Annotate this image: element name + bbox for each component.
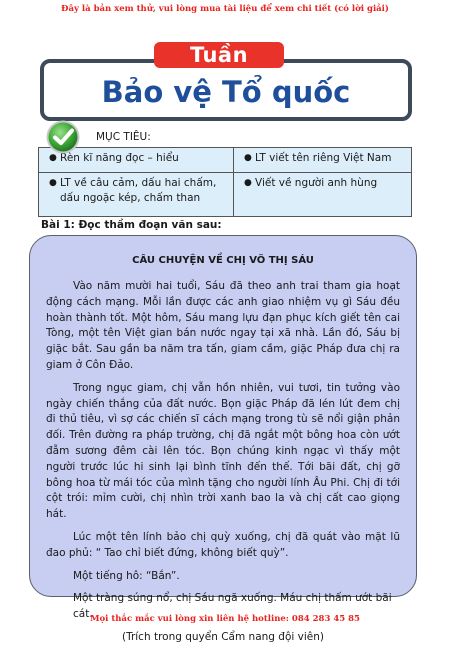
story-paragraph: Vào năm mười hai tuổi, Sáu đã theo anh trai tham gia hoạt động cách mạng. Mỗi lần được các anh giao nhiệm vụ gì Sáu đều hoàn thành tốt. Một hôm, Sáu mang lựu đạn phục kích giết tên cai Tòng, một tên Việt gian bán nước ngay tại xã nhà. Lần đó, Sáu bị giặc bắt. Sau gần ba năm tra tấn, giam cầm, giặc Pháp đưa chị ra giam ở Côn Đảo.: [46, 280, 400, 371]
objective-cell: ● Rèn kĩ năng đọc – hiểu: [39, 148, 234, 173]
table-row: [39, 148, 412, 173]
week-label: Tuần: [154, 42, 284, 68]
objective-cell: ● Viết về người anh hùng: [234, 173, 412, 217]
lesson-title: Bảo vệ Tổ quốc: [101, 75, 351, 109]
story-line: Một tiếng hô: “Bắn”.: [73, 569, 180, 582]
objective-text: Rèn kĩ năng đọc – hiểu: [60, 152, 179, 164]
objectives-table: [38, 147, 412, 217]
story-paragraph: Trong ngục giam, chị vẫn hồn nhiên, vui tươi, tin tưởng vào ngày chiến thắng của đất nước. Bọn giặc Pháp đã lén lút đem chị đi thủ tiêu, vì sợ các chiến sĩ cách mạng trong tù sẽ nổi giận phản đối. Trên đường ra pháp trường, chị đã ngắt một bông hoa còn ướt đẫm sương đêm cài lên tóc. Bọn chúng kinh ngạc vì thấy một người trước lúc hi sinh lại bình tĩnh đến thế. Tới bãi đất, chị gỡ bông hoa từ mái tóc của mình tặng cho người lính Âu Phi. Chị đi tới cột trói: mỉm cười, chị nhìn trời xanh bao la và chị cất cao giọng hát.: [46, 381, 400, 521]
objective-text: LT viết tên riêng Việt Nam: [255, 152, 392, 164]
objective-text: LT về câu cảm, dấu hai chấm, dấu ngoặc kép, chấm than: [60, 177, 217, 204]
green-check-icon: [45, 119, 81, 155]
exercise-title: Bài 1: Đọc thầm đoạn văn sau:: [41, 219, 222, 231]
lesson-title-box: [40, 59, 412, 121]
objective-text: Viết về người anh hùng: [255, 177, 378, 190]
objective-cell: ● LT viết tên riêng Việt Nam: [234, 148, 412, 173]
objective-cell: ● LT về câu cảm, dấu hai chấm, dấu ngoặc kép, chấm than: [39, 173, 234, 217]
story-title: CÂU CHUYỆN VỀ CHỊ VÕ THỊ SÁU: [132, 255, 314, 266]
story-line: Một tràng súng nổ, chị Sáu ngã xuống. Máu chị thấm ướt bãi cát.: [73, 592, 392, 621]
footer-note: Mọi thắc mắc vui lòng xin liên hệ hotline: 084 283 45 85: [90, 614, 360, 624]
story-source: (Trích trong quyển Cẩm nang đội viên): [121, 630, 324, 643]
table-row: [39, 173, 412, 217]
objectives-label: MỤC TIÊU:: [96, 131, 151, 143]
story-paragraph: Lúc một tên lính bảo chị quỳ xuống, chị đã quát vào mặt lũ đao phủ: “ Tao chỉ biết đứng, không biết quỳ”.: [46, 530, 400, 559]
header-note: Đây là bản xem thử, vui lòng mua tài liệu để xem chi tiết (có lời giải): [61, 4, 389, 14]
